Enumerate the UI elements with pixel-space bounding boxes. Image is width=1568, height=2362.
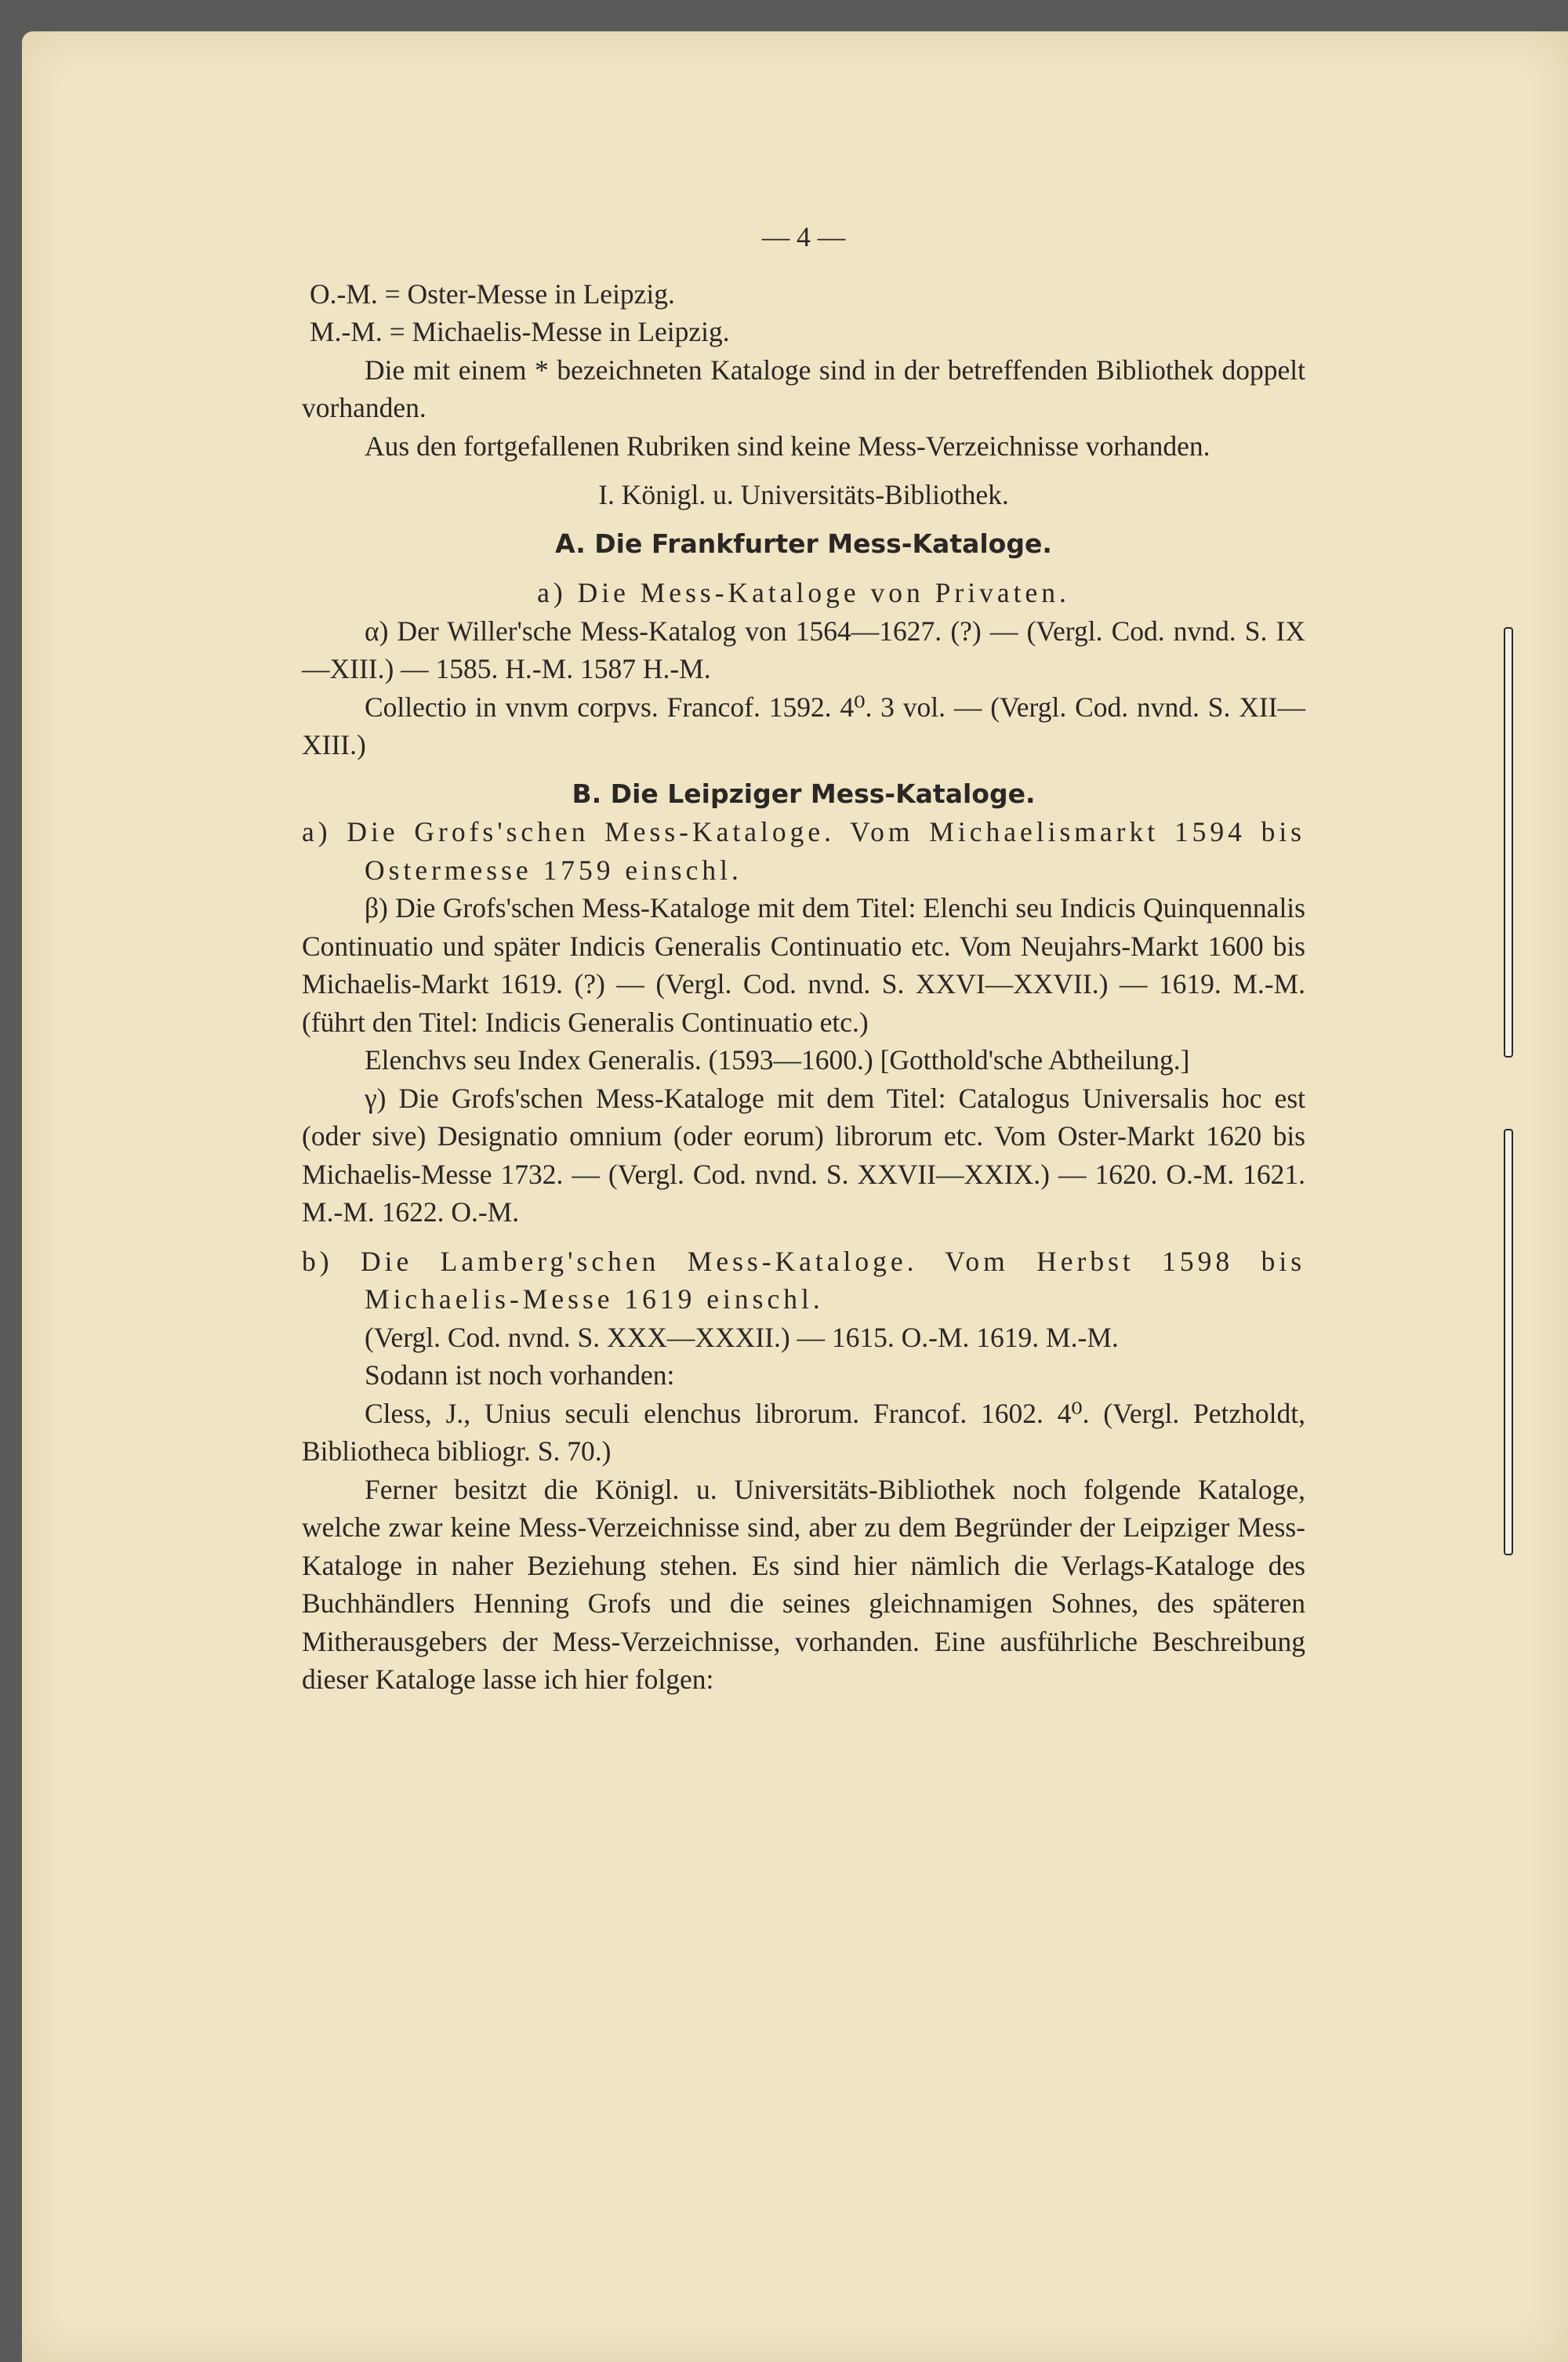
margin-rule-lower [1504, 1129, 1513, 1555]
subsection-b-a [302, 813, 1305, 889]
entry-beta: β) Die Grofs'schen Mess-Kataloge mit dem Titel: Elenchi seu Indicis Quinquennalis Continuatio und später Indicis Generalis Continuatio etc. Vom Neujahrs-Markt 1600 bis Michaelis-Markt 1619. (?) — (Vergl. Cod. nvnd. S. XXVI—XXVII.) — 1619. M.-M. (führt den Titel: Indicis Generalis Continuatio etc.) [302, 892, 1305, 1038]
entry-beta-elenchus: Elenchvs seu Index Generalis. (1593—1600.) [Gotthold'sche Abtheilung.] [365, 1044, 1190, 1076]
subsection-b-b-label: b) [302, 1245, 333, 1277]
section-heading-B: B. Die Leipziger Mess-Kataloge. [572, 778, 1036, 809]
closing-paragraph: Ferner besitzt die Königl. u. Universitäts-Bibliothek noch folgende Kataloge, welche zwar keine Mess-Verzeichnisse sind, aber zu dem Begründer der Leipziger Mess-Kataloge in naher Beziehung stehen. Es sind hier nämlich die Verlags-Kataloge des Buchhändlers Henning Grofs und die seines gleichnamigen Sohnes, des späteren Mitherausgebers der Mess-Verzeichnisse, vorhanden. Eine ausführliche Beschreibung dieser Kataloge lasse ich hier folgen: [302, 1473, 1305, 1695]
margin-rule-upper [1504, 627, 1513, 1058]
intro-note-rubrics: Aus den fortgefallenen Rubriken sind keine Mess-Verzeichnisse vorhanden. [365, 430, 1210, 462]
sodann-note: Sodann ist noch vorhanden: [365, 1359, 675, 1391]
entry-cless: Cless, J., Unius seculi elenchus librorum. Francof. 1602. 4⁰. (Vergl. Petzholdt, Bibliotheca bibliogr. S. 70.) [302, 1397, 1305, 1467]
subsection-b-a-label: a) [302, 816, 332, 847]
subsection-b-b-title: Die Lamberg'schen Mess-Kataloge. Vom Herbst 1598 bis Michaelis-Messe 1619 einschl. [360, 1245, 1306, 1315]
entry-alpha-collectio: Collectio in vnvm corpvs. Francof. 1592. 4⁰. 3 vol. — (Vergl. Cod. nvnd. S. XII—XIII.) [302, 691, 1305, 760]
subsection-heading-a: a) Die Mess-Kataloge von Privaten. [537, 577, 1070, 608]
entry-b-vergl: (Vergl. Cod. nvnd. S. XXX—XXXII.) — 1615. O.-M. 1619. M.-M. [365, 1321, 1119, 1353]
intro-note-duplicates: Die mit einem * bezeichneten Kataloge sind in der betreffenden Bibliothek doppelt vorhanden. [302, 354, 1305, 423]
abbreviation-om: O.-M. = Oster-Messe in Leipzig. [310, 278, 675, 310]
entry-alpha: α) Der Willer'sche Mess-Katalog von 1564—1627. (?) — (Vergl. Cod. nvnd. S. IX—XIII.) — 1585. H.-M. 1587 H.-M. [302, 615, 1305, 684]
section-heading-I: I. Königl. u. Universitäts-Bibliothek. [598, 479, 1009, 510]
abbreviation-mm: M.-M. = Michaelis-Messe in Leipzig. [310, 316, 730, 347]
page-number: — 4 — [761, 221, 846, 252]
subsection-b-b [302, 1243, 1305, 1319]
entry-gamma: γ) Die Grofs'schen Mess-Kataloge mit dem Titel: Catalogus Universalis hoc est (oder sive) Designatio omnium (oder eorum) librorum etc. Vom Oster-Markt 1620 bis Michaelis-Messe 1732. — (Vergl. Cod. nvnd. S. XXVII—XXIX.) — 1620. O.-M. 1621. M.-M. 1622. O.-M. [302, 1082, 1305, 1228]
section-heading-A: A. Die Frankfurter Mess-Kataloge. [555, 528, 1052, 559]
page-text [302, 218, 1305, 1699]
subsection-b-a-title: Die Grofs'schen Mess-Kataloge. Vom Michaelismarkt 1594 bis Ostermesse 1759 einschl. [347, 816, 1305, 886]
